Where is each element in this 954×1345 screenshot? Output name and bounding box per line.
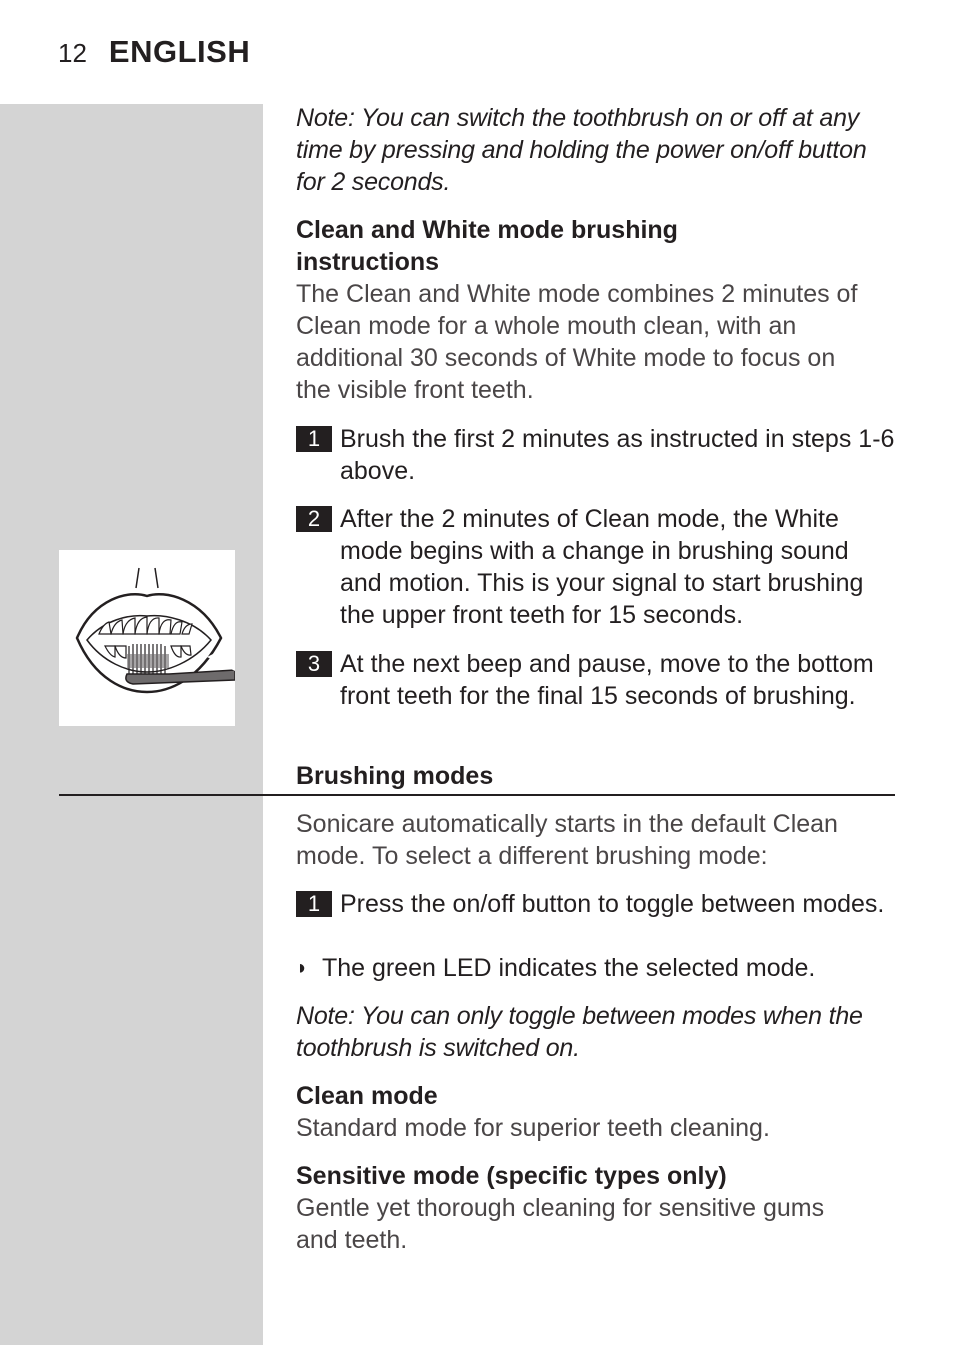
clean-white-heading: Clean and White mode brushing instructions xyxy=(296,216,678,276)
clean-mode-section xyxy=(296,1080,896,1144)
step-text: At the next beep and pause, move to the bottom front teeth for the final 15 seconds of brushing. xyxy=(340,650,874,710)
sensitive-mode-section xyxy=(296,1160,856,1256)
note-toggle: Note: You can only toggle between modes when the toothbrush is switched on. xyxy=(296,1002,863,1062)
brushing-modes-step-1 xyxy=(296,888,896,920)
step-text: After the 2 minutes of Clean mode, the White mode begins with a change in brushing sound and motion. This is your signal to start brushing the upper front teeth for 15 seconds. xyxy=(340,505,864,629)
step-number: 1 xyxy=(296,426,332,452)
language-title: ENGLISH xyxy=(108,34,251,69)
step-number: 2 xyxy=(296,506,332,532)
page-number: 12 xyxy=(58,38,87,68)
bullet-text: The green LED indicates the selected mode. xyxy=(322,954,816,982)
clean-white-step-3 xyxy=(296,648,896,712)
led-bullet xyxy=(296,952,896,984)
brushing-modes-heading: Brushing modes xyxy=(296,762,494,790)
page-header xyxy=(58,34,250,74)
mouth-icon xyxy=(59,550,235,726)
clean-mode-heading: Clean mode xyxy=(296,1082,438,1110)
step-number: 3 xyxy=(296,651,332,677)
clean-mode-text: Standard mode for superior teeth cleaning. xyxy=(296,1114,770,1142)
brushing-modes-intro: Sonicare automatically starts in the default Clean mode. To select a different brushing mode: xyxy=(296,810,838,870)
section-divider xyxy=(59,794,895,796)
clean-white-step-1 xyxy=(296,423,896,487)
step-number: 1 xyxy=(296,891,332,917)
illustration-pointer xyxy=(207,643,235,671)
clean-white-intro: The Clean and White mode combines 2 minutes of Clean mode for a whole mouth clean, with an additional 30 seconds of White mode to focus on the visible front teeth. xyxy=(296,280,858,404)
bullet-icon: ◗ xyxy=(296,957,309,979)
clean-white-step-2 xyxy=(296,503,896,631)
sensitive-mode-text: Gentle yet thorough cleaning for sensitive gums and teeth. xyxy=(296,1194,825,1254)
step-text: Brush the first 2 minutes as instructed in steps 1-6 above. xyxy=(340,425,895,485)
note-switch: Note: You can switch the toothbrush on or off at any time by pressing and holding the power on/off button for 2 seconds. xyxy=(296,104,867,196)
sensitive-mode-heading: Sensitive mode (specific types only) xyxy=(296,1162,727,1190)
mouth-toothbrush-illustration xyxy=(59,550,235,726)
step-text: Press the on/off button to toggle between modes. xyxy=(340,890,885,918)
